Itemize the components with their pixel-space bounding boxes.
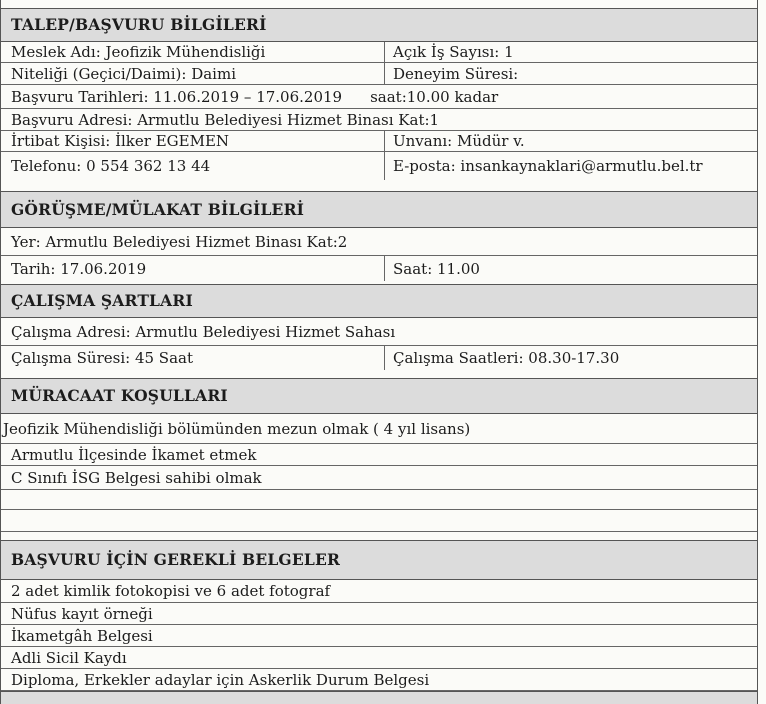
muracaat-item: Jeofizik Mühendisliği bölümünden mezun olmak ( 4 yıl lisans) bbox=[3, 419, 471, 438]
basvuru-adresi-cell: Başvuru Adresi: Armutlu Belediyesi Hizmet Binası Kat:1 bbox=[11, 110, 440, 129]
table-row bbox=[1, 228, 757, 256]
calisma-suresi-cell: Çalışma Süresi: 45 Saat bbox=[11, 349, 193, 367]
belge-item: Diploma, Erkekler adaylar için Askerlik Durum Belgesi bbox=[11, 670, 430, 689]
table-row bbox=[1, 346, 757, 370]
table-row bbox=[1, 256, 757, 281]
empty-row bbox=[1, 490, 757, 510]
table-row bbox=[1, 131, 757, 152]
irtibat-cell: İrtibat Kişisi: İlker EGEMEN bbox=[11, 132, 230, 150]
deneyim-cell: Deneyim Süresi: bbox=[384, 63, 518, 84]
list-item bbox=[1, 580, 757, 603]
section-header-gorusme: GÖRÜŞME/MÜLAKAT BİLGİLERİ bbox=[1, 191, 757, 228]
list-item bbox=[1, 625, 757, 647]
unvan-cell: Unvanı: Müdür v. bbox=[384, 131, 525, 151]
list-item bbox=[1, 647, 757, 669]
belge-item: İkametgâh Belgesi bbox=[11, 626, 153, 645]
gorusme-saat-cell: Saat: 11.00 bbox=[384, 256, 480, 281]
section-header-talep: TALEP/BAŞVURU BİLGİLERİ bbox=[1, 8, 757, 42]
niteligi-cell: Niteliği (Geçici/Daimi): Daimi bbox=[11, 64, 236, 83]
table-row bbox=[1, 152, 757, 180]
list-item bbox=[1, 444, 757, 466]
table-row bbox=[1, 109, 757, 131]
eposta-cell: E-posta: insankaynaklari@armutlu.bel.tr bbox=[384, 152, 703, 180]
section-header-muracaat: MÜRACAAT KOŞULLARI bbox=[1, 378, 757, 414]
belge-item: Nüfus kayıt örneği bbox=[11, 604, 153, 623]
list-item bbox=[1, 603, 757, 625]
belge-item: 2 adet kimlik fotokopisi ve 6 adet fotograf bbox=[11, 582, 331, 600]
basvuru-tarihleri-cell bbox=[1, 85, 757, 108]
acik-is-cell: Açık İş Sayısı: 1 bbox=[384, 42, 514, 62]
muracaat-item: Armutlu İlçesinde İkamet etmek bbox=[11, 445, 257, 464]
telefon-cell: Telefonu: 0 554 362 13 44 bbox=[11, 157, 211, 175]
list-item bbox=[1, 669, 757, 691]
belge-item: Adli Sicil Kaydı bbox=[11, 648, 127, 667]
muracaat-item: C Sınıfı İSG Belgesi sahibi olmak bbox=[11, 468, 262, 487]
empty-row bbox=[1, 510, 757, 532]
list-item bbox=[1, 414, 757, 444]
footer-band bbox=[1, 691, 757, 704]
table-row bbox=[1, 42, 757, 63]
table-row bbox=[1, 85, 757, 109]
section-header-calisma: ÇALIŞMA ŞARTLARI bbox=[1, 284, 757, 318]
basvuru-tarihleri: Başvuru Tarihleri: 11.06.2019 – 17.06.2019 bbox=[11, 87, 343, 106]
gorusme-tarih-cell: Tarih: 17.06.2019 bbox=[11, 259, 147, 278]
list-item bbox=[1, 466, 757, 490]
basvuru-saat: saat:10.00 kadar bbox=[370, 87, 499, 106]
calisma-saatleri-cell: Çalışma Saatleri: 08.30-17.30 bbox=[384, 346, 619, 370]
meslek-cell: Meslek Adı: Jeofizik Mühendisliği bbox=[11, 43, 266, 61]
table-row bbox=[1, 63, 757, 85]
section-header-belgeler: BAŞVURU İÇİN GEREKLİ BELGELER bbox=[1, 540, 757, 580]
calisma-adresi-cell: Çalışma Adresi: Armutlu Belediyesi Hizmet Sahası bbox=[11, 322, 396, 341]
table-row bbox=[1, 318, 757, 346]
gorusme-yer-cell: Yer: Armutlu Belediyesi Hizmet Binası Kat:2 bbox=[11, 232, 348, 251]
